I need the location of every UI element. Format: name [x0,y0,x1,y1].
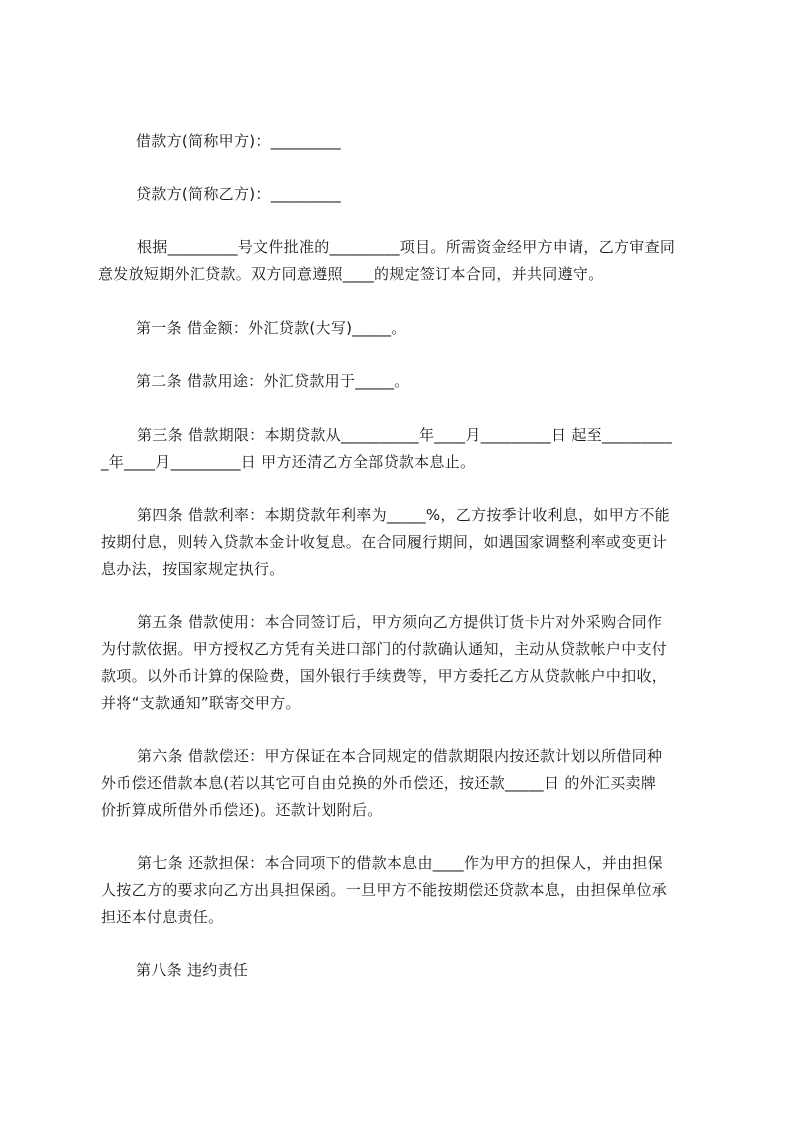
borrower-line: 借款方(简称甲方)：_________ [136,132,341,150]
lender-line: 贷款方(简称乙方)：_________ [136,185,341,203]
article-5-line-4: 并将“支款通知”联寄交甲方。 [101,694,301,712]
article-8: 第八条 违约责任 [136,961,249,979]
article-4-line-3: 息办法，按国家规定执行。 [101,560,285,578]
preamble-line-1: 根据_________号文件批准的_________项目。所需资金经甲方申请，乙方审查同 [137,238,676,256]
article-6-line-3: 价折算成所借外币偿还)。还款计划附后。 [101,801,383,819]
article-4-line-1: 第四条 借款利率：本期贷款年利率为_____%，乙方按季计收利息，如甲方不能 [137,506,670,524]
article-7-line-1: 第七条 还款担保：本合同项下的借款本息由____作为甲方的担保人，并由担保 [137,854,663,872]
article-3-line-2: _年____月_________日 甲方还清乙方全部贷款本息止。 [101,453,476,471]
preamble-line-2: 意发放短期外汇贷款。双方同意遵照____的规定签订本合同，并共同遵守。 [98,265,604,283]
article-5-line-3: 款项。以外币计算的保险费，国外银行手续费等，甲方委托乙方从贷款帐户中扣收， [101,667,668,685]
article-6-line-2: 外币偿还借款本息(若以其它可自由兑换的外币偿还，按还款_____日 的外汇买卖牌 [101,774,657,792]
article-7-line-3: 担还本付息责任。 [101,908,224,926]
article-6-line-1: 第六条 借款偿还：甲方保证在本合同规定的借款期限内按还款计划以所借同种 [137,747,663,765]
article-3-line-1: 第三条 借款期限：本期贷款从__________年____月_________日 起至_________ [137,426,673,444]
article-5-line-1: 第五条 借款使用：本合同签订后，甲方须向乙方提供订货卡片对外采购合同作 [137,613,663,631]
article-5-line-2: 为付款依据。甲方授权乙方凭有关进口部门的付款确认通知，主动从贷款帐户中支付 [101,640,668,658]
article-7-line-2: 人按乙方的要求向乙方出具担保函。一旦甲方不能按期偿还贷款本息，由担保单位承 [101,881,668,899]
article-4-line-2: 按期付息，则转入贷款本金计收复息。在合同履行期间，如遇国家调整利率或变更计 [101,533,668,551]
article-1: 第一条 借金额：外汇贷款(大写)_____。 [136,319,407,337]
article-2: 第二条 借款用途：外汇贷款用于_____。 [136,372,410,390]
